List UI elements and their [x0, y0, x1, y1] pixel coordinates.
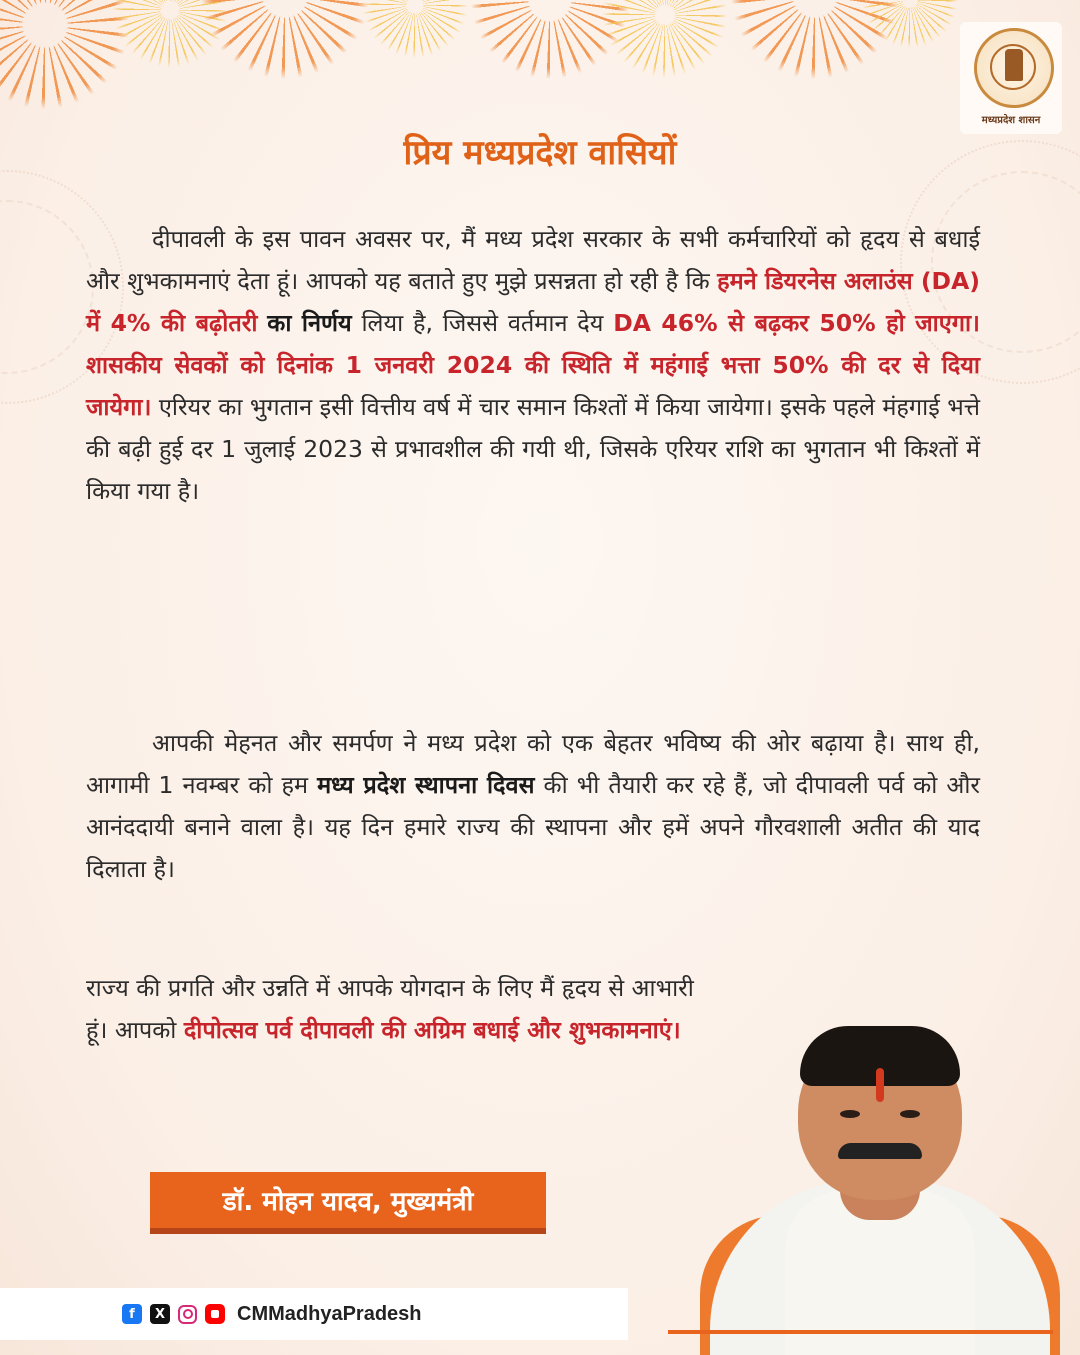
- page-title: प्रिय मध्यप्रदेश वासियों: [403, 133, 677, 173]
- body-text: [257, 309, 267, 337]
- body-text: राज्य की प्रगति और उन्नति में आपके योगदान के लिए मैं हृदय से आभारी हूं। आपको: [86, 974, 694, 1044]
- govt-logo: [960, 22, 1062, 134]
- letter-paragraph-3: [86, 967, 716, 1051]
- emblem-icon: [974, 28, 1054, 108]
- instagram-icon[interactable]: [178, 1305, 197, 1324]
- youtube-icon[interactable]: [205, 1304, 225, 1324]
- body-text: आपकी मेहनत और समर्पण ने मध्य प्रदेश को एक बेहतर भविष्य की ओर बढ़ाया है। साथ ही, आगामी 1 नवम्बर को हम: [86, 729, 980, 799]
- firework-decoration: [200, 0, 370, 80]
- divider: [668, 1330, 1053, 1334]
- social-footer: [0, 1288, 628, 1340]
- body-text: दीपावली के इस पावन अवसर पर, मैं मध्य प्रदेश सरकार के सभी कर्मचारियों को हृदय से बधाई और शुभकामनाएं देता हूं। आपको यह बताते हुए मुझे प्रसन्नता हो रही है कि: [86, 225, 980, 295]
- letter-paragraph-1: [86, 218, 980, 512]
- highlighted-text: हमने डियरनेस अलाउंस (DA) में 4% की बढ़ोतरी: [86, 267, 980, 337]
- x-icon[interactable]: X: [150, 1304, 170, 1324]
- signature-banner: डॉ. मोहन यादव, मुख्यमंत्री: [150, 1172, 546, 1234]
- bold-text: का निर्णय: [267, 309, 352, 337]
- body-text: लिया है, जिससे वर्तमान देय: [351, 309, 614, 337]
- highlighted-text: दीपोत्सव पर्व दीपावली की अग्रिम बधाई और शुभकामनाएं।: [183, 1016, 681, 1044]
- bold-text: मध्य प्रदेश स्थापना दिवस: [317, 771, 535, 799]
- facebook-icon[interactable]: f: [122, 1304, 142, 1324]
- body-text: की भी तैयारी कर रहे हैं, जो दीपावली पर्व को और आनंददायी बनाने वाला है। यह दिन हमारे राज्य की स्थापना और हमें अपने गौरवशाली अतीत की याद दिलाता है।: [86, 771, 981, 883]
- logo-caption: मध्यप्रदेश शासन: [981, 115, 1041, 126]
- firework-decoration: [600, 0, 730, 80]
- social-handle[interactable]: CMMadhyaPradesh: [237, 1302, 422, 1325]
- letter-paragraph-2: [86, 722, 980, 890]
- highlighted-text: DA 46% से बढ़कर 50% हो जाएगा। शासकीय सेवकों को दिनांक 1 जनवरी 2024 की स्थिति में महंगाई भत्ता 50% की दर से दिया जायेगा।: [86, 309, 980, 421]
- body-text: एरियर का भुगतान इसी वित्तीय वर्ष में चार समान किश्तों में किया जायेगा। इसके पहले मंहगाई भत्ते की बढ़ी हुई दर 1 जुलाई 2023 से प्रभावशील की गयी थी, जिसके एरियर राशि का भुगतान भी किश्तों में किया गया है।: [86, 393, 980, 505]
- firework-decoration: [360, 0, 470, 60]
- portrait-image: [680, 1010, 1080, 1355]
